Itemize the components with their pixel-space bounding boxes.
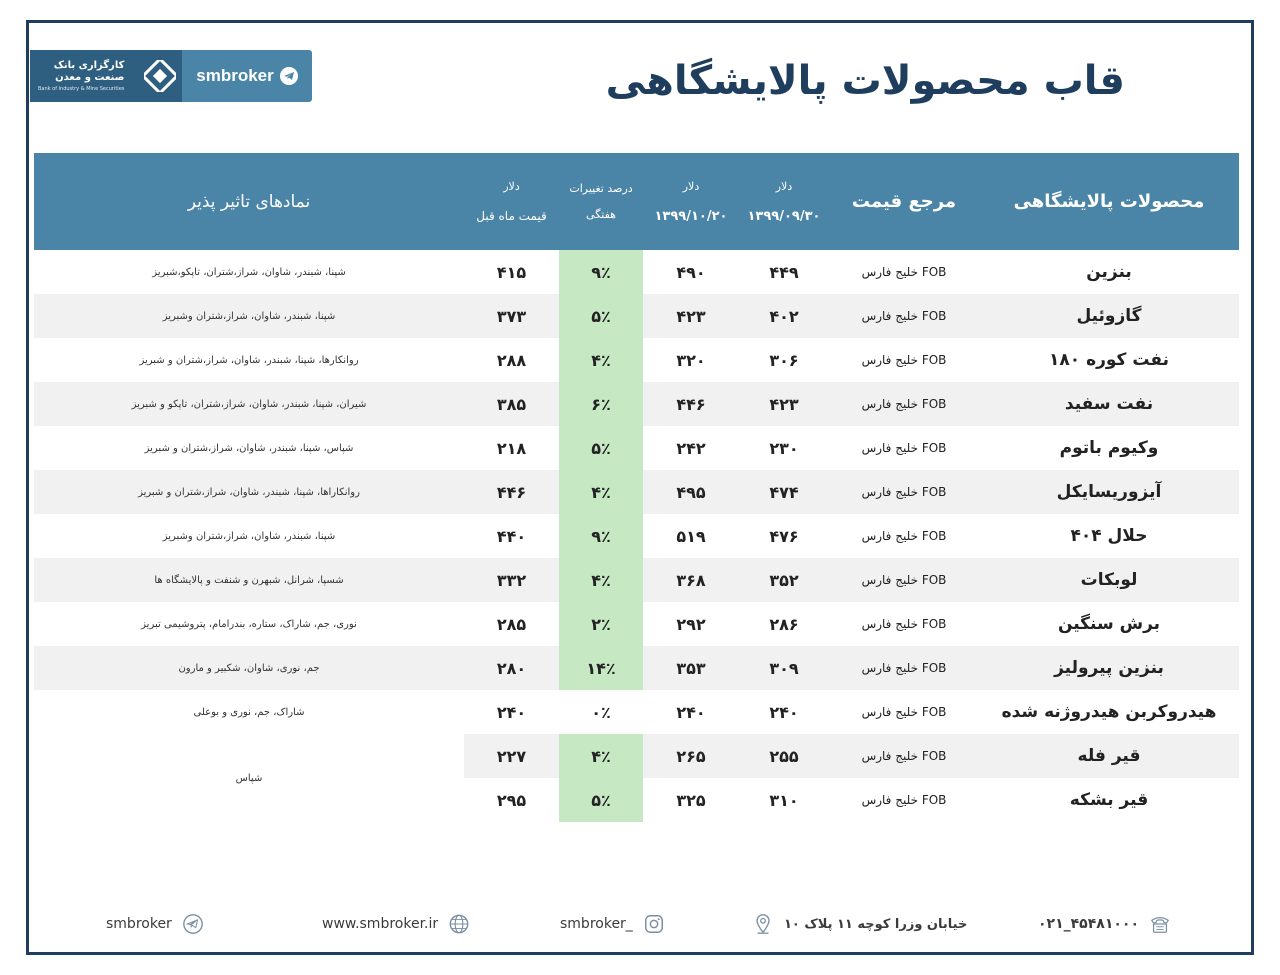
cell-reference: FOB خلیج فارس bbox=[829, 646, 979, 690]
cell-reference: FOB خلیج فارس bbox=[829, 734, 979, 778]
table-row bbox=[34, 646, 1239, 690]
cell-product: گازوئیل bbox=[979, 294, 1239, 338]
cell-prev: ۲۸۸ bbox=[496, 350, 527, 370]
cell-reference: FOB خلیج فارس bbox=[861, 353, 947, 367]
cell-change: ۵٪ bbox=[559, 294, 643, 338]
cell-prev: ۲۹۵ bbox=[496, 790, 527, 810]
cell-symbols: شپاس bbox=[34, 734, 464, 822]
cell-product: آیزوریسایکل bbox=[979, 470, 1239, 514]
cell-reference: FOB خلیج فارس bbox=[829, 382, 979, 426]
col-price1 bbox=[739, 153, 829, 250]
cell-price2: ۳۵۳ bbox=[643, 646, 739, 690]
cell-reference: FOB خلیج فارس bbox=[861, 617, 947, 631]
cell-price1: ۴۰۲ bbox=[739, 294, 829, 338]
cell-product: نفت سفید bbox=[979, 382, 1239, 426]
cell-price1: ۴۴۹ bbox=[769, 262, 799, 282]
table-row bbox=[34, 426, 1239, 470]
footer-telegram-text: smbroker bbox=[106, 916, 172, 932]
col-change-line2: هفتگی bbox=[586, 207, 616, 221]
footer-website[interactable] bbox=[322, 913, 470, 935]
cell-price1: ۲۸۶ bbox=[769, 614, 799, 634]
cell-symbols: روانکارها، شپنا، شبندر، شاوان، شراز،شتران و شبریز bbox=[139, 354, 359, 366]
cell-reference: FOB خلیج فارس bbox=[861, 529, 947, 543]
cell-change: ۹٪ bbox=[559, 514, 643, 558]
footer-address-text: خیابان وزرا کوچه ۱۱ پلاک ۱۰ bbox=[784, 916, 968, 932]
cell-reference: FOB خلیج فارس bbox=[829, 470, 979, 514]
cell-price2: ۳۲۵ bbox=[676, 790, 706, 810]
table-row bbox=[34, 558, 1239, 602]
cell-symbols: شپنا، شبندر، شاوان، شراز،شتران، تاپکو،شبریز bbox=[152, 266, 346, 278]
col-change bbox=[559, 153, 643, 250]
table-row bbox=[34, 602, 1239, 646]
cell-product: هیدروکربن هیدروژنه شده bbox=[1001, 702, 1217, 722]
cell-price2: ۴۹۰ bbox=[676, 262, 706, 282]
instagram-icon bbox=[643, 913, 665, 935]
col-price2-date: ۱۳۹۹/۱۰/۲۰ bbox=[654, 208, 728, 224]
cell-prev: ۲۸۵ bbox=[496, 614, 527, 634]
footer bbox=[30, 905, 1250, 945]
cell-symbols: شسپا، شرانل، شبهرن و شنفت و پالایشگاه ها bbox=[34, 558, 464, 602]
cell-symbols: شپنا، شبندر، شاوان، شراز،شتران وشبریز bbox=[162, 530, 336, 542]
cell-product: قیر بشکه bbox=[1069, 790, 1149, 810]
table-row bbox=[34, 690, 1239, 734]
cell-product: لوبکات bbox=[979, 558, 1239, 602]
col-symbols: نمادهای تاثیر پذیر bbox=[187, 191, 311, 212]
cell-prev: ۳۷۳ bbox=[464, 294, 559, 338]
footer-telegram[interactable] bbox=[106, 913, 204, 935]
logo-name-en: Bank of Industry & Mine Securities bbox=[38, 86, 125, 92]
cell-reference: FOB خلیج فارس bbox=[829, 294, 979, 338]
cell-price2: ۲۴۰ bbox=[676, 702, 706, 722]
cell-symbols: جم، نوری، شاوان، شکبیر و مارون bbox=[34, 646, 464, 690]
table-row bbox=[34, 338, 1239, 382]
cell-change: ۴٪ bbox=[559, 338, 643, 382]
cell-prev: ۴۱۵ bbox=[496, 262, 527, 282]
logo-name-line2: صنعت و معدن bbox=[55, 72, 125, 83]
cell-prev: ۳۳۲ bbox=[464, 558, 559, 602]
cell-product: برش سنگین bbox=[1057, 614, 1161, 634]
col-prev-label: قیمت ماه قبل bbox=[476, 209, 547, 223]
cell-prev: ۲۲۷ bbox=[464, 734, 559, 778]
col-price2-unit: دلار bbox=[682, 179, 700, 193]
cell-price2: ۲۴۲ bbox=[676, 438, 706, 458]
footer-address bbox=[752, 913, 967, 935]
cell-symbols: شپنا، شبندر، شاوان، شراز،شتران وشبریز bbox=[34, 294, 464, 338]
cell-price1: ۳۵۲ bbox=[739, 558, 829, 602]
cell-change: ۱۴٪ bbox=[559, 646, 643, 690]
table-row bbox=[34, 382, 1239, 426]
cell-price2: ۲۶۵ bbox=[643, 734, 739, 778]
col-prev-unit: دلار bbox=[503, 180, 520, 193]
footer-instagram-text: smbroker_ bbox=[560, 916, 633, 932]
cell-prev: ۳۸۵ bbox=[464, 382, 559, 426]
cell-change: ۴٪ bbox=[559, 558, 643, 602]
cell-price2: ۵۱۹ bbox=[676, 526, 706, 546]
cell-price1: ۴۲۳ bbox=[739, 382, 829, 426]
cell-reference: FOB خلیج فارس bbox=[861, 793, 947, 807]
cell-symbols: شاراک، جم، نوری و بوعلی bbox=[193, 706, 305, 718]
brand-logo bbox=[30, 50, 312, 102]
cell-reference: FOB خلیج فارس bbox=[861, 265, 947, 279]
cell-price2: ۲۹۲ bbox=[676, 614, 706, 634]
cell-price2: ۴۹۵ bbox=[643, 470, 739, 514]
cell-change: ۵٪ bbox=[559, 426, 643, 470]
cell-price1: ۴۷۴ bbox=[739, 470, 829, 514]
location-pin-icon bbox=[752, 913, 774, 935]
cell-price2: ۴۲۳ bbox=[643, 294, 739, 338]
col-price1-date: ۱۳۹۹/۰۹/۳۰ bbox=[747, 208, 821, 224]
cell-change: ۲٪ bbox=[559, 602, 643, 646]
cell-symbols: روانکاراها، شپنا، شبندر، شاوان، شراز،شتران و شبریز bbox=[34, 470, 464, 514]
cell-price1: ۳۰۶ bbox=[769, 350, 799, 370]
table-row bbox=[34, 470, 1239, 514]
cell-prev: ۲۸۰ bbox=[464, 646, 559, 690]
cell-product: بنزین پیرولیز bbox=[979, 646, 1239, 690]
cell-change: ۹٪ bbox=[559, 250, 643, 294]
cell-change: ۶٪ bbox=[559, 382, 643, 426]
logo-company bbox=[30, 50, 182, 102]
cell-product: نفت کوره ۱۸۰ bbox=[1049, 350, 1169, 370]
cell-price1: ۴۷۶ bbox=[769, 526, 799, 546]
table-row bbox=[34, 514, 1239, 558]
cell-prev: ۲۴۰ bbox=[496, 702, 527, 722]
col-price2 bbox=[643, 153, 739, 250]
logo-handle bbox=[182, 66, 312, 86]
phone-icon bbox=[1149, 913, 1171, 935]
table-header-row bbox=[34, 153, 1239, 250]
cell-product: وکیوم باتوم bbox=[1059, 438, 1159, 458]
products-table bbox=[34, 153, 1239, 822]
cell-price1: ۲۴۰ bbox=[769, 702, 799, 722]
cell-prev: ۴۴۶ bbox=[464, 470, 559, 514]
page-title: قاب محصولات پالایشگاهی bbox=[605, 58, 1125, 104]
cell-product: حلال ۴۰۴ bbox=[1070, 526, 1148, 546]
cell-prev: ۴۴۰ bbox=[496, 526, 527, 546]
telegram-icon bbox=[280, 67, 298, 85]
cell-change: ۴٪ bbox=[559, 470, 643, 514]
telegram-outline-icon bbox=[182, 913, 204, 935]
col-price1-unit: دلار bbox=[775, 179, 793, 193]
cell-symbols: شیران، شپنا، شبندر، شاوان، شراز،شتران، تاپکو و شبریز bbox=[34, 382, 464, 426]
cell-price1: ۳۱۰ bbox=[769, 790, 799, 810]
logo-name-line1: کارگزاری بانک bbox=[53, 60, 125, 71]
logo-handle-text: smbroker bbox=[196, 66, 274, 85]
col-prev bbox=[464, 153, 559, 250]
cell-change: ۵٪ bbox=[559, 778, 643, 822]
footer-instagram[interactable] bbox=[560, 913, 665, 935]
cell-change: ۴٪ bbox=[559, 734, 643, 778]
cell-symbols: شپاس، شپنا، شبندر، شاوان، شراز،شتران و شبریز bbox=[144, 442, 354, 454]
cell-price1: ۲۵۵ bbox=[739, 734, 829, 778]
cell-product: قیر فله bbox=[979, 734, 1239, 778]
cell-product: بنزین bbox=[1086, 262, 1132, 282]
globe-icon bbox=[448, 913, 470, 935]
col-product: محصولات پالایشگاهی bbox=[1013, 191, 1205, 212]
col-reference: مرجع قیمت bbox=[851, 191, 957, 212]
cell-reference: FOB خلیج فارس bbox=[829, 558, 979, 602]
col-change-line1: درصد تغییرات bbox=[569, 181, 633, 195]
cell-symbols: نوری، جم، شاراک، ستاره، بندرامام، پتروشیمی تبریز bbox=[141, 618, 357, 630]
footer-phone-text: ۰۲۱_۴۵۴۸۱۰۰۰ bbox=[1038, 916, 1139, 932]
cell-price1: ۲۳۰ bbox=[769, 438, 799, 458]
cell-reference: FOB خلیج فارس bbox=[861, 705, 947, 719]
cell-reference: FOB خلیج فارس bbox=[861, 441, 947, 455]
table-row bbox=[34, 294, 1239, 338]
footer-phone[interactable] bbox=[1038, 913, 1171, 935]
cell-price1: ۳۰۹ bbox=[739, 646, 829, 690]
cell-price2: ۳۶۸ bbox=[643, 558, 739, 602]
cell-price2: ۳۲۰ bbox=[676, 350, 706, 370]
cell-change: ۰٪ bbox=[591, 702, 611, 722]
cell-price2: ۴۴۶ bbox=[643, 382, 739, 426]
logo-mark-icon bbox=[144, 60, 176, 92]
table-row bbox=[34, 250, 1239, 294]
footer-website-text: www.smbroker.ir bbox=[322, 916, 439, 932]
table-row bbox=[34, 734, 1239, 778]
cell-prev: ۲۱۸ bbox=[496, 438, 527, 458]
